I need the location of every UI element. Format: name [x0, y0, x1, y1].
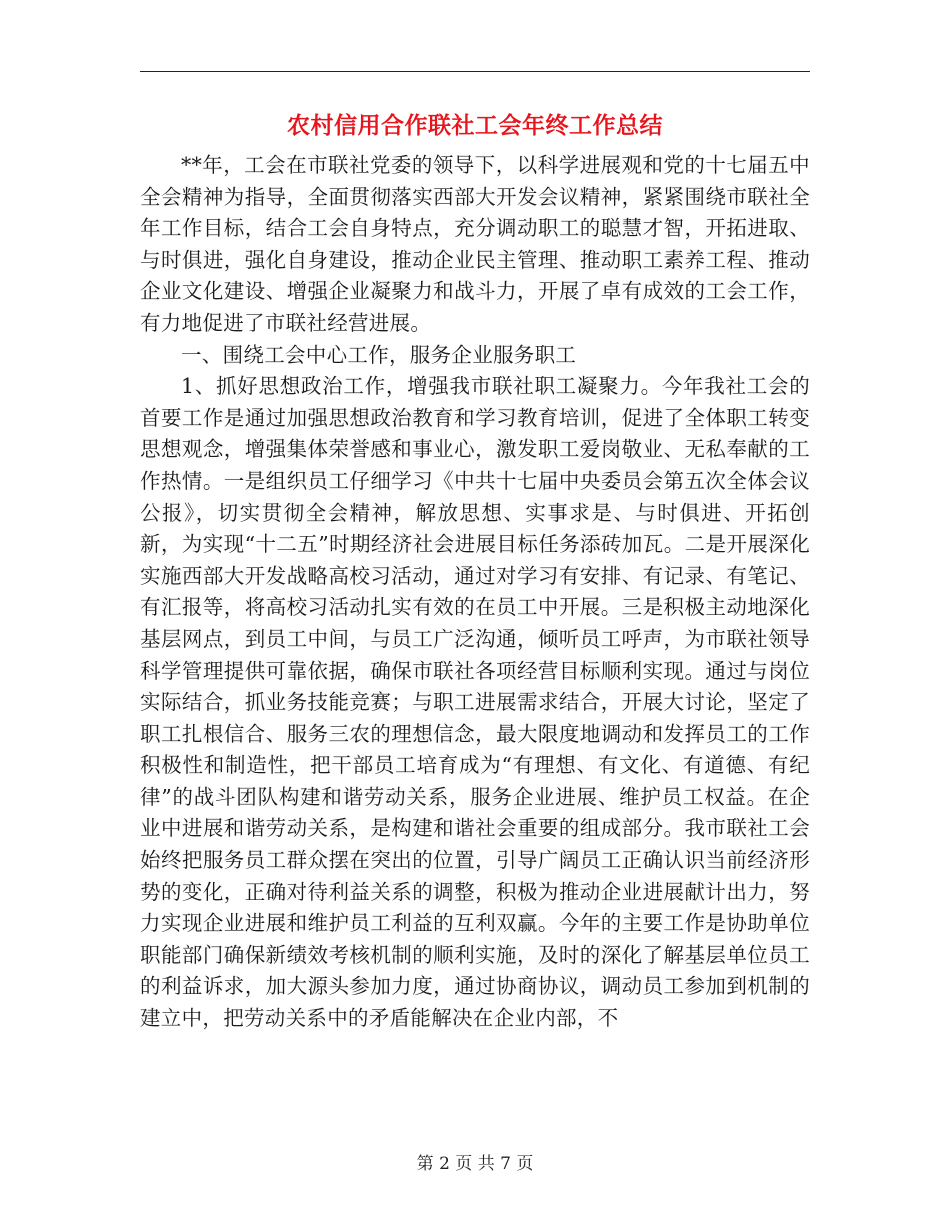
document-body [140, 150, 810, 1035]
paragraph-intro: **年，工会在市联社党委的领导下，以科学进展观和党的十七届五中全会精神为指导，全面贯彻落实西部大开发会议精神，紧紧围绕市联社全年工作目标，结合工会自身特点，充分调动职工的聪慧才智，开拓进取、与时俱进，强化自身建设，推动企业民主管理、推动职工素养工程、推动企业文化建设、增强企业凝聚力和战斗力，开展了卓有成效的工会工作，有力地促进了市联社经营进展。 [140, 153, 810, 335]
paragraph-item-1: 1、抓好思想政治工作，增强我市联社职工凝聚力。今年我社工会的首要工作是通过加强思想政治教育和学习教育培训，促进了全体职工转变思想观念，增强集体荣誉感和事业心，激发职工爱岗敬业、无私奉献的工作热情。一是组织员工仔细学习《中共十七届中央委员会第五次全体会议公报》，切实贯彻全会精神，解放思想、实事求是、与时俱进、开拓创新，为实现“十二五”时期经济社会进展目标任务添砖加瓦。二是开展深化实施西部大开发战略高校习活动，通过对学习有安排、有记录、有笔记、有汇报等，将高校习活动扎实有效的在员工中开展。三是积极主动地深化基层网点，到员工中间，与员工广泛沟通，倾听员工呼声，为市联社领导科学管理提供可靠依据，确保市联社各项经营目标顺利实现。通过与岗位实际结合，抓业务技能竞赛；与职工进展需求结合，开展大讨论，坚定了职工扎根信合、服务三农的理想信念，最大限度地调动和发挥员工的工作积极性和制造性，把干部员工培育成为“有理想、有文化、有道德、有纪律”的战斗团队构建和谐劳动关系，服务企业进展、维护员工权益。在企业中进展和谐劳动关系，是构建和谐社会重要的组成部分。我市联社工会始终把服务员工群众摆在突出的位置，引导广阔员工正确认识当前经济形势的变化，正确对待利益关系的调整，积极为推动企业进展献计出力，努力实现企业进展和维护员工利益的互利双赢。今年的主要工作是协助单位职能部门确保新绩效考核机制的顺利实施，及时的深化了解基层单位员工的利益诉求，加大源头参加力度，通过协商协议，调动员工参加到机制的建立中，把劳动关系中的矛盾能解决在企业内部，不 [140, 374, 810, 1031]
header-rule [140, 71, 810, 72]
section-heading-1: 一、围绕工会中心工作，服务企业服务职工 [181, 342, 577, 367]
document-title: 农村信用合作联社工会年终工作总结 [287, 113, 663, 139]
page-number-footer: 第 2 页 共 7 页 [416, 1154, 534, 1174]
